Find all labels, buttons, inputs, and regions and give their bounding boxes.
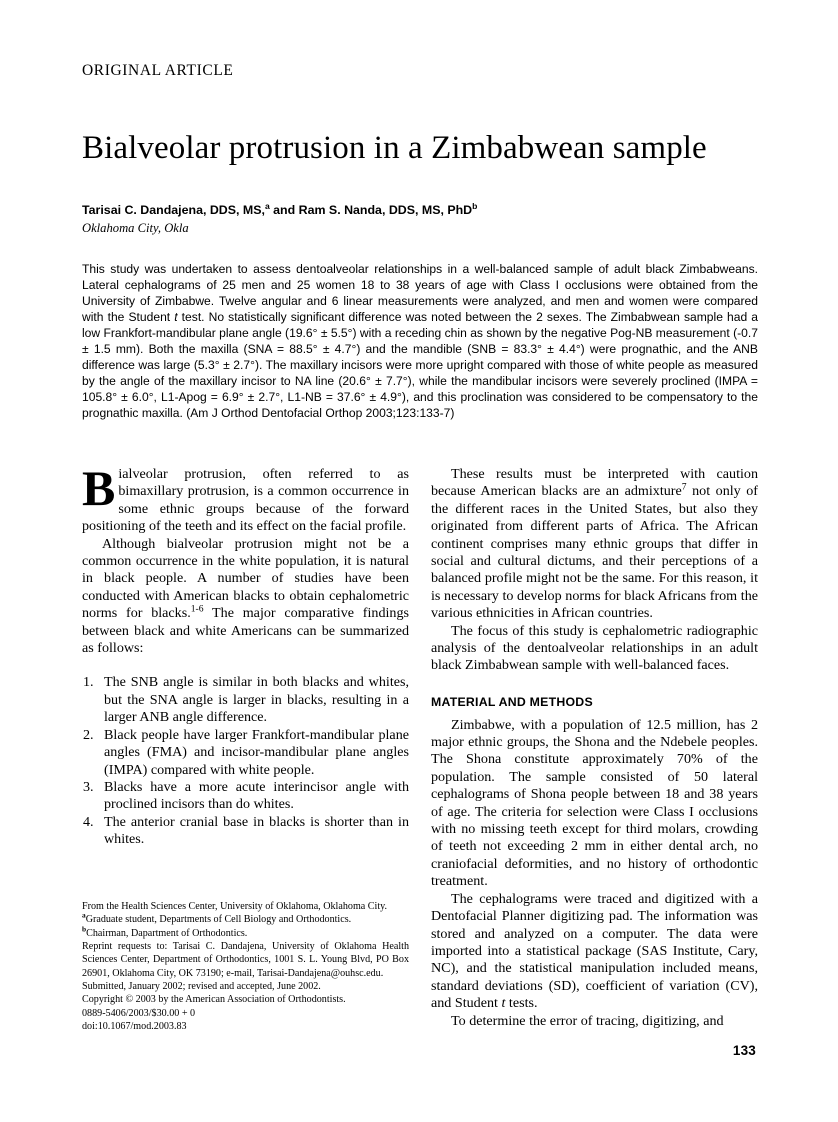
footnote-block [82,900,409,1033]
paragraph-right-5: To determine the error of tracing, digitizing, and [451,1012,724,1029]
page-title: Bialveolar protrusion in a Zimbabwean sample [82,130,707,167]
list-item: The SNB angle is similar in both blacks and whites, but the SNA angle is larger in blacks, resulting in a larger ANB angle difference. [104,674,409,726]
footnote-reprint-requests: Reprint requests to: Tarisai C. Dandajena, University of Oklahoma Health Sciences Center, Department of Orthodontics, 1001 S. L. Young Blvd, PO Box 26901, Oklahoma City, OK 73190; e-mail, Tarisai-Dandajena@ouhsc.edu. [82,941,409,979]
opening-paragraph-text: ialveolar protrusion, often referred to as bimaxillary protrusion, is a common occurrence in some ethnic groups because of the forward positioning of the teeth and its effect on the facial profile. [82,466,409,535]
citation-ref-1-6: 1-6 [190,603,204,615]
author-footnote-marker-a: a [264,200,270,211]
article-kicker: ORIGINAL ARTICLE [82,62,234,79]
paragraph-left-2-pre: Although bialveolar protrusion might not be a common occurrence in the white population, it is natural in black people. A number of studies have been conducted with American blacks to obtain cephalometric norms for blacks. [82,535,409,622]
page-header-block [82,0,758,421]
footnote-marker-b: b [82,924,87,934]
column-left [82,460,409,849]
footnote-submission-dates: Submitted, January 2002; revised and accepted, June 2002. [82,981,321,993]
drop-cap-letter: B [82,460,116,516]
column-right [431,466,758,1030]
paragraph-right-4-italic-t: t [501,995,506,1012]
footnote-issn-price: 0889-5406/2003/$30.00 + 0 [82,1007,196,1019]
footnote-source: From the Health Sciences Center, University of Oklahoma, Oklahoma City. [82,901,388,912]
paragraph-right-1 [431,466,758,623]
footnote-doi: doi:10.1067/mod.2003.83 [82,1021,187,1033]
paragraph-left-2 [82,536,409,658]
abstract-italic-t: t [174,309,178,324]
author-affiliation: Oklahoma City, Okla [82,221,189,236]
abstract-part-one: This study was undertaken to assess dentoalveolar relationships in a well-balanced sample of adult black Zimbabweans. Lateral cephalograms of 25 men and 25 women 18 to 38 years of age with Class I occlusions were obtained from the University of Zimbabwe. Twelve angular and 6 linear measurements were analyzed, and men and women were compared with the Student [82,261,758,324]
paragraph-right-3: Zimbabwe, with a population of 12.5 million, has 2 major ethnic groups, the Shona and the Ndebele peoples. The Shona constitute approximately 70% of the population. The sample consisted of 50 lateral cephalograms of Shona people between 18 and 38 years of age. The criteria for selection were Class I occlusions with no missing teeth except for third molars, crowding of teeth not exceeding 2 mm in either dental arch, no craniofacial deformities, and no history of orthodontic treatment. [431,716,758,890]
footnote-marker-a: a [82,910,86,920]
paragraph-right-4 [431,891,758,1013]
paragraph-right-4-post: tests. [505,995,538,1012]
findings-list [82,674,409,848]
paragraph-right-1-post: not only of the different races in the United States, but also they originated from different parts of Africa. The African continent comprises many ethnic groups that differ in social and cultural dictums, and their perceptions of a balanced profile might not be the same. For this reason, it is necessary to develop norms for black Africans from the various ethnicities in African countries. [431,483,758,622]
paragraph-right-2: The focus of this study is cephalometric radiographic analysis of the dentoalveolar relationships in an adult black Zimbabwean sample with well-balanced faces. [431,622,758,674]
abstract-text [82,261,758,421]
abstract-part-two: test. No statistically significant difference was noted between the 2 sexes. The Zimbabwean sample had a low Frankfort-mandibular plane angle (19.6° ± 5.5°) with a receding chin as shown by the negative Pog-NB measurement (-0.7 ± 1.5 mm). Both the maxilla (SNA = 88.5° ± 4.7°) and the mandible (SNB = 83.3° ± 4.4°) were prognathic, and the ANB difference was large (5.3° ± 2.7°). The maxillary incisors were more upright compared with those of white people as measured by the angle of the maxillary incisor to NA line (20.6° ± 7.7°), while the mandibular incisors were severely proclined (IMPA = 105.8° ± 6.0°, L1-Apog = 6.9° ± 2.7°, L1-NB = 37.6° ± 4.9°), and this proclination was considered to be compensatory to the prognathic maxilla. (Am J Orthod Dentofacial Orthop 2003;123:133-7) [82,309,758,421]
list-item: Blacks have a more acute interincisor angle with proclined incisors than do whites. [104,778,409,813]
footnote-affiliation-a [82,910,409,926]
list-item: Black people have larger Frankfort-mandibular plane angles (FMA) and incisor-mandibular plane angles (IMPA) compared with white people. [104,726,409,778]
citation-ref-7: 7 [681,481,687,493]
author-footnote-marker-b: b [472,200,478,211]
section-heading-material-and-methods: MATERIAL AND METHODS [431,694,593,709]
footnote-affiliation-b-text: Chairman, Dapartment of Orthodontics. [86,927,248,939]
author-names-secondary: and Ram S. Nanda, DDS, MS, PhD [269,202,473,217]
paragraph-left-2-post: The major comparative findings between black and white Americans can be summarized as follows: [82,605,409,657]
list-item: The anterior cranial base in blacks is shorter than in whites. [104,813,409,848]
paragraph-right-1-pre: These results must be interpreted with caution because American blacks are an admixture [431,466,758,500]
author-names-primary: Tarisai C. Dandajena, DDS, MS, [82,202,265,217]
page-number: 133 [732,1043,756,1058]
author-byline [82,200,758,219]
footnote-copyright: Copyright © 2003 by the American Association of Orthodontists. [82,994,346,1006]
paragraph-right-4-pre: The cephalograms were traced and digitized with a Dentofacial Planner digitizing pad. The information was stored and analyzed on a computer. The data were imported into a statistical package (SAS Institute, Cary, NC), and the statistical manipulation included means, standard deviations (SD), coefficient of variation (CV), and Student [431,890,758,1012]
footnote-affiliation-b [82,924,409,940]
opening-paragraph [82,460,409,536]
footnote-affiliation-a-text: Graduate student, Departments of Cell Biology and Orthodontics. [85,914,352,926]
